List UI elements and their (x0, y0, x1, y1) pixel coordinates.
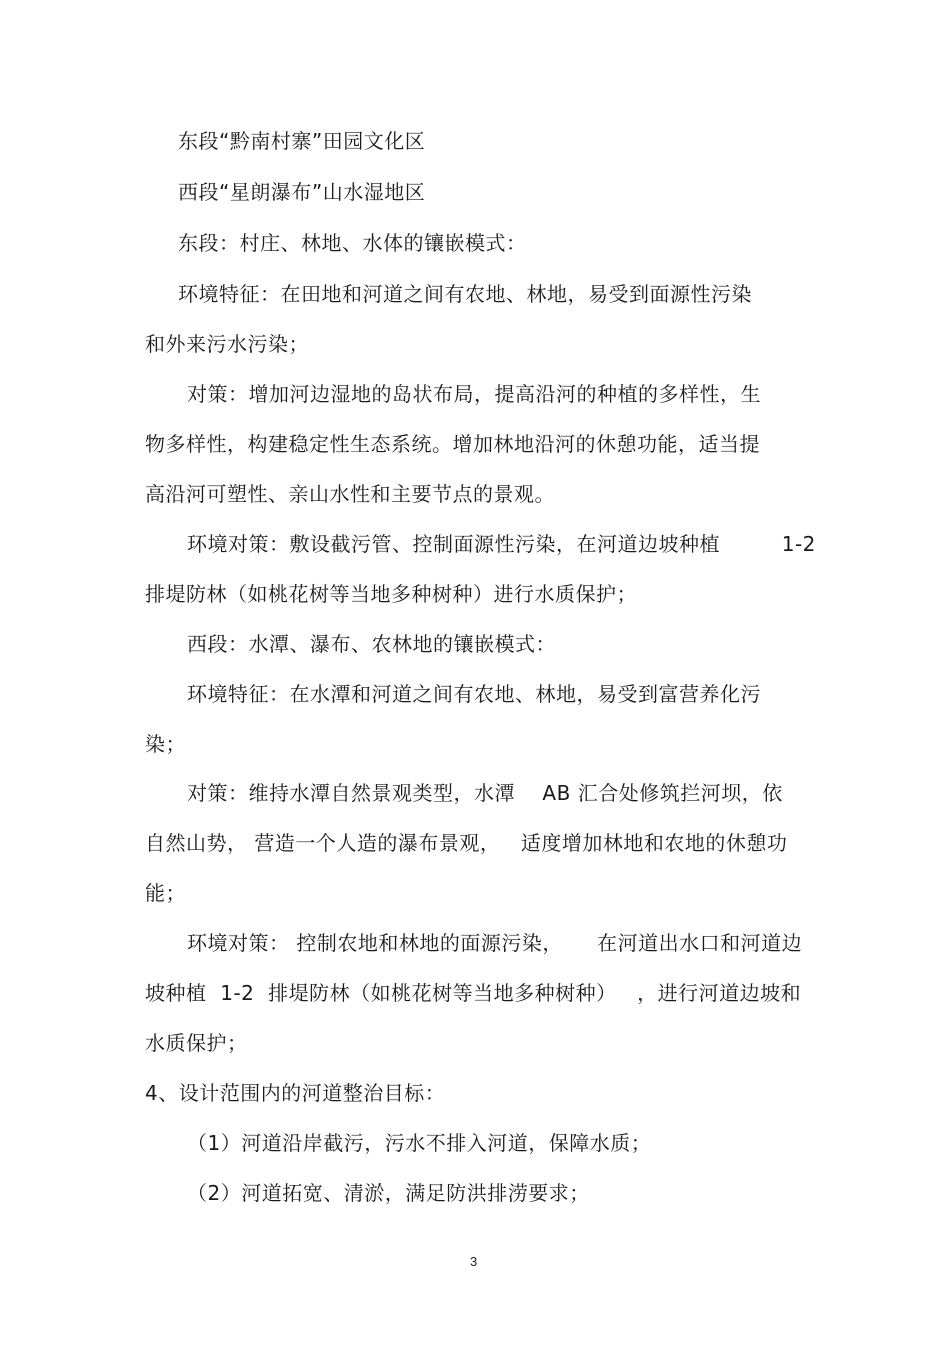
text-line: 染； (145, 732, 186, 756)
text-line: 西段：水潭、瀑布、农林地的镶嵌模式： (187, 632, 556, 656)
text-line: 水质保护； (145, 1031, 248, 1055)
text-line: 环境特征：在水潭和河道之间有农地、林地，易受到富营养化污 (187, 682, 761, 706)
text-line: 排堤防林（如桃花树等当地多种树种）进行水质保护； (145, 582, 637, 606)
text-line: 东段“黔南村寨”田园文化区 (178, 129, 426, 153)
text-line: 物多样性，构建稳定性生态系统。增加林地沿河的休憩功能，适当提 (145, 432, 760, 456)
page-number: 3 (470, 1254, 478, 1269)
text-line: 4、设计范围内的河道整治目标： (145, 1081, 446, 1105)
text-line: 自然山势， 营造一个人造的瀑布景观， 适度增加林地和农地的休憩功 (145, 831, 788, 855)
text-line: 高沿河可塑性、亲山水性和主要节点的景观。 (145, 482, 555, 506)
text-line: （1）河道沿岸截污，污水不排入河道，保障水质； (187, 1131, 652, 1155)
text-line: 对策：维持水潭自然景观类型，水潭 AB 汇合处修筑拦河坝，依 (187, 781, 783, 805)
text-line: 环境对策： 控制农地和林地的面源污染， 在河道出水口和河道边 (187, 931, 803, 955)
text-line: 环境对策：敷设截污管、控制面源性污染，在河道边坡种植 1-2 (187, 532, 816, 556)
text-line: （2）河道拓宽、清淤，满足防洪排涝要求； (187, 1181, 590, 1205)
text-line: 对策：增加河边湿地的岛状布局，提高沿河的种植的多样性，生 (187, 382, 761, 406)
text-line: 西段“星朗瀑布”山水湿地区 (178, 180, 426, 204)
text-line: 能； (145, 881, 186, 905)
text-line: 环境特征：在田地和河道之间有农地、林地，易受到面源性污染 (178, 282, 752, 306)
text-line: 东段：村庄、林地、水体的镶嵌模式： (178, 231, 527, 255)
text-line: 和外来污水污染； (145, 332, 309, 356)
text-line: 坡种植 1-2 排堤防林（如桃花树等当地多种树种） ，进行河道边坡和 (145, 981, 802, 1005)
